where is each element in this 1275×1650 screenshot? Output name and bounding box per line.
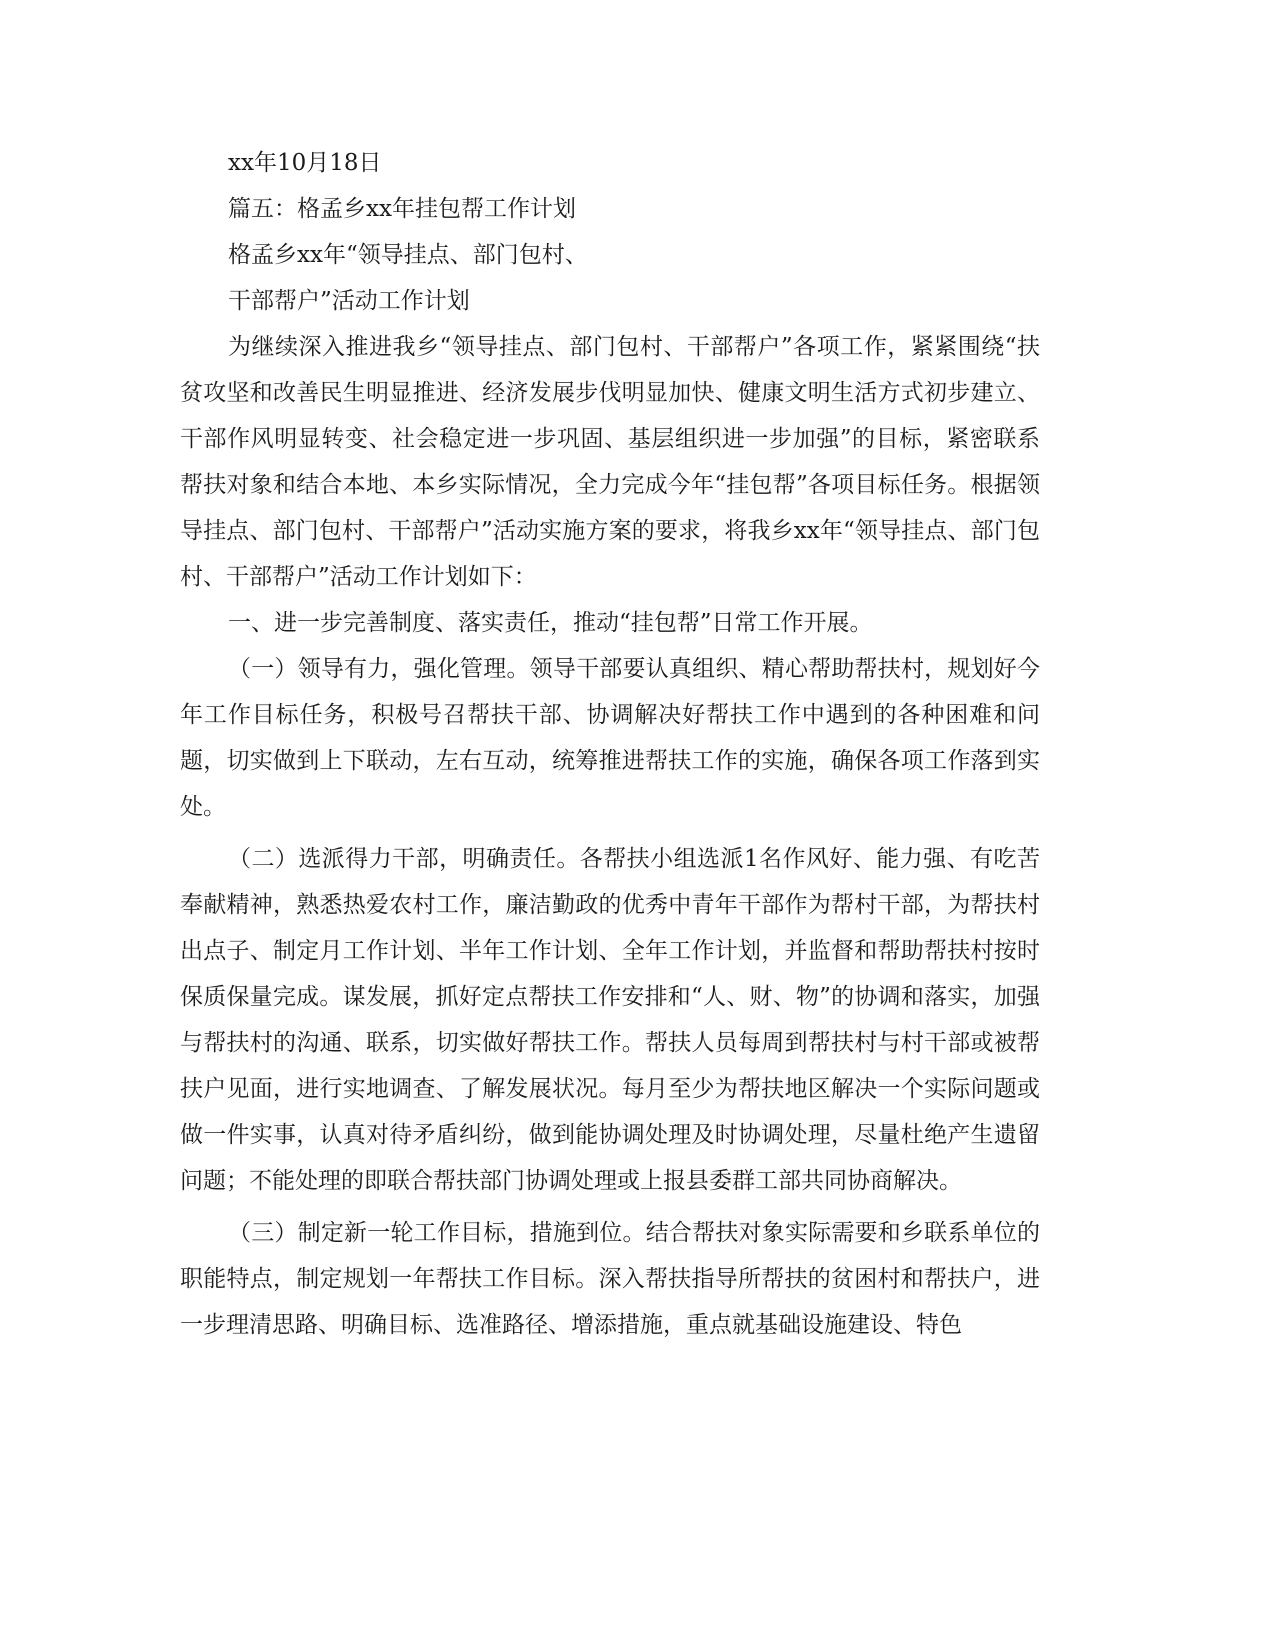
title-line-2: 干部帮户”活动工作计划 (228, 288, 470, 314)
title-line-1: 格孟乡xx年“领导挂点、部门包村、 (228, 242, 588, 268)
subsection-two-paragraph: （二）选派得力干部，明确责任。各帮扶小组选派1名作风好、能力强、有吃苦奉献精神，熟悉热爱农村工作，廉洁勤政的优秀中青年干部作为帮村干部，为帮扶村出点子、制定月工作计划、半年工作计划、全年工作计划，并监督和帮助帮扶村按时保质保量完成。谋发展，抓好定点帮扶工作安排和“人、财、物”的协调和落实，加强与帮扶村的沟通、联系，切实做好帮扶工作。帮扶人员每周到帮扶村与村干部或被帮扶户见面，进行实地调查、了解发展状况。每月至少为帮扶地区解决一个实际问题或做一件实事，认真对待矛盾纠纷，做到能协调处理及时协调处理，尽量杜绝产生遗留问题；不能处理的即联合帮扶部门协调处理或上报县委群工部共同协商解决。 (180, 846, 1040, 1194)
subsection-one-paragraph: （一）领导有力，强化管理。领导干部要认真组织、精心帮助帮扶村，规划好今年工作目标任务，积极号召帮扶干部、协调解决好帮扶工作中遇到的各种困难和问题，切实做到上下联动，左右互动，统筹推进帮扶工作的实施，确保各项工作落到实处。 (180, 656, 1040, 820)
document-page (180, 140, 1040, 1348)
subsection-three-paragraph: （三）制定新一轮工作目标，措施到位。结合帮扶对象实际需要和乡联系单位的职能特点，制定规划一年帮扶工作目标。深入帮扶指导所帮扶的贫困村和帮扶户，进一步理清思路、明确目标、选准路径、增添措施，重点就基础设施建设、特色 (180, 1220, 1040, 1338)
intro-paragraph: 为继续深入推进我乡“领导挂点、部门包村、干部帮户”各项工作，紧紧围绕“扶贫攻坚和改善民生明显推进、经济发展步伐明显加快、健康文明生活方式初步建立、干部作风明显转变、社会稳定进一步巩固、基层组织进一步加强”的目标，紧密联系帮扶对象和结合本地、本乡实际情况，全力完成今年“挂包帮”各项目标任务。根据领导挂点、部门包村、干部帮户”活动实施方案的要求，将我乡xx年“领导挂点、部门包村、干部帮户”活动工作计划如下： (180, 334, 1040, 590)
date-line: xx年10月18日 (228, 150, 382, 176)
section-heading: 篇五：格孟乡xx年挂包帮工作计划 (228, 196, 576, 222)
section-one-heading: 一、进一步完善制度、落实责任，推动“挂包帮”日常工作开展。 (228, 610, 873, 636)
